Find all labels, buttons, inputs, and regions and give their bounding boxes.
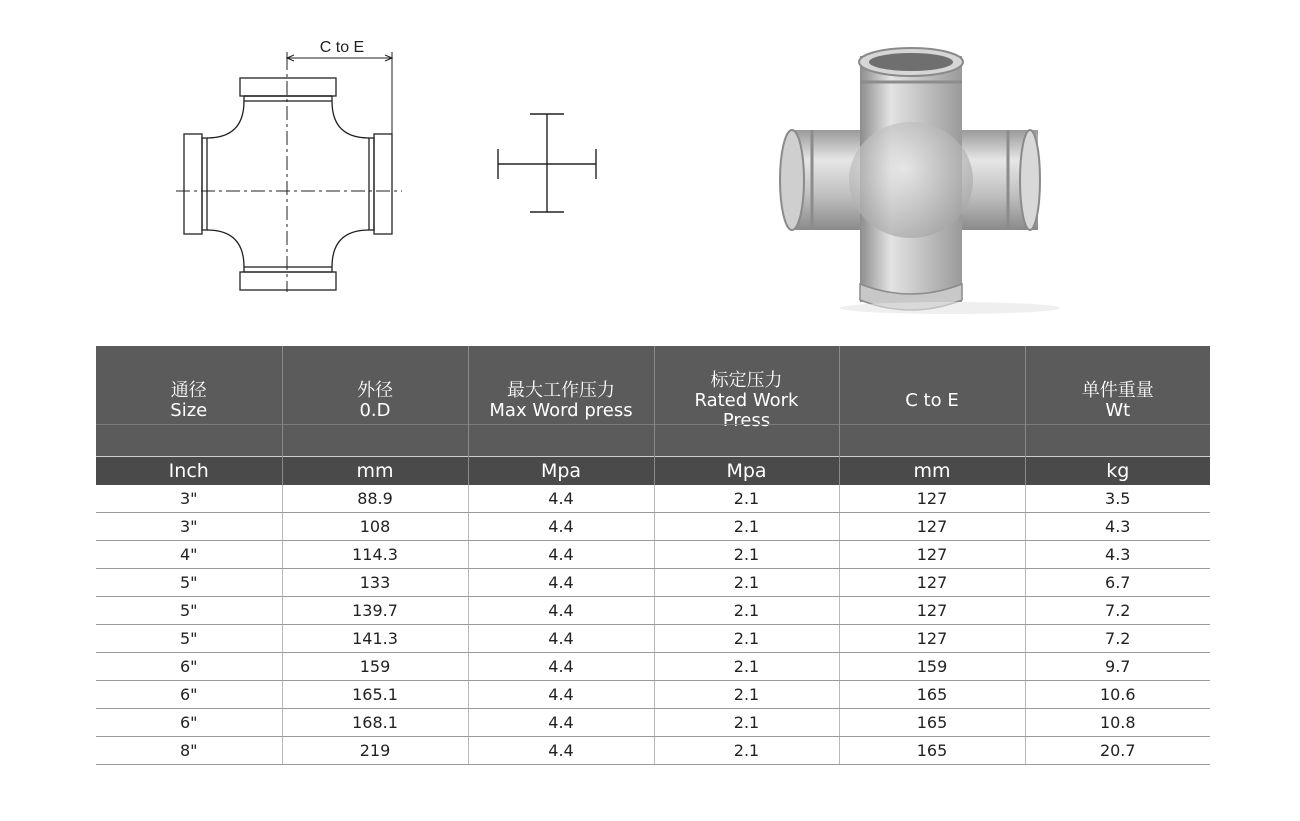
top-end-flange	[240, 78, 336, 96]
unit-cell: Mpa	[468, 457, 654, 486]
cell-od: 219	[282, 737, 468, 765]
cell-size: 4"	[96, 541, 282, 569]
table-row	[96, 709, 1210, 737]
figure-area	[0, 0, 1300, 340]
cell-weight: 3.5	[1025, 485, 1210, 513]
table-row	[96, 597, 1210, 625]
cell-c-to-e: 127	[839, 569, 1025, 597]
header-c-to-e: C to E	[839, 346, 1025, 457]
cell-c-to-e: 127	[839, 513, 1025, 541]
table-row	[96, 681, 1210, 709]
cell-weight: 7.2	[1025, 625, 1210, 653]
table-row	[96, 625, 1210, 653]
cell-size: 6"	[96, 653, 282, 681]
unit-cell: mm	[839, 457, 1025, 486]
cell-c-to-e: 127	[839, 625, 1025, 653]
header-rated-pressure: 标定压力 Rated Work Press	[654, 346, 839, 457]
cell-weight: 4.3	[1025, 541, 1210, 569]
cell-c-to-e: 159	[839, 653, 1025, 681]
cross-fitting-photo	[770, 38, 1070, 318]
header-od: 外径 0.D	[282, 346, 468, 457]
cell-c-to-e: 127	[839, 485, 1025, 513]
cell-rated-pressure: 2.1	[654, 709, 839, 737]
cell-max-pressure: 4.4	[468, 653, 654, 681]
body-curve-bottom-right	[332, 230, 369, 267]
cell-max-pressure: 4.4	[468, 737, 654, 765]
cell-c-to-e: 127	[839, 541, 1025, 569]
cell-size: 3"	[96, 513, 282, 541]
cell-rated-pressure: 2.1	[654, 653, 839, 681]
cell-c-to-e: 165	[839, 737, 1025, 765]
cell-max-pressure: 4.4	[468, 541, 654, 569]
unit-cell: mm	[282, 457, 468, 486]
unit-row	[96, 457, 1210, 486]
body-curve-top-left	[207, 101, 244, 138]
header-size: 通径 Size	[96, 346, 282, 457]
spec-table	[96, 346, 1210, 765]
cell-size: 8"	[96, 737, 282, 765]
table-row	[96, 485, 1210, 513]
cell-od: 88.9	[282, 485, 468, 513]
cell-c-to-e: 127	[839, 597, 1025, 625]
cell-size: 3"	[96, 485, 282, 513]
cell-max-pressure: 4.4	[468, 681, 654, 709]
cell-size: 6"	[96, 681, 282, 709]
cell-od: 114.3	[282, 541, 468, 569]
cell-rated-pressure: 2.1	[654, 597, 839, 625]
header-max-working-pressure: 最大工作压力 Max Word press	[468, 346, 654, 457]
cell-rated-pressure: 2.1	[654, 681, 839, 709]
cell-max-pressure: 4.4	[468, 709, 654, 737]
cell-od: 159	[282, 653, 468, 681]
table-row	[96, 541, 1210, 569]
cell-weight: 9.7	[1025, 653, 1210, 681]
cell-size: 6"	[96, 709, 282, 737]
cell-od: 108	[282, 513, 468, 541]
cell-size: 5"	[96, 625, 282, 653]
left-end-flange	[184, 134, 202, 234]
cell-od: 141.3	[282, 625, 468, 653]
table-row	[96, 513, 1210, 541]
cell-size: 5"	[96, 597, 282, 625]
cell-od: 168.1	[282, 709, 468, 737]
left-opening	[780, 130, 804, 230]
cell-weight: 10.8	[1025, 709, 1210, 737]
cell-weight: 4.3	[1025, 513, 1210, 541]
cell-weight: 6.7	[1025, 569, 1210, 597]
cell-rated-pressure: 2.1	[654, 541, 839, 569]
cell-od: 139.7	[282, 597, 468, 625]
cell-rated-pressure: 2.1	[654, 737, 839, 765]
cell-rated-pressure: 2.1	[654, 625, 839, 653]
cell-max-pressure: 4.4	[468, 625, 654, 653]
cell-weight: 7.2	[1025, 597, 1210, 625]
unit-cell: kg	[1025, 457, 1210, 486]
dimension-label: C to E	[319, 39, 365, 56]
cross-technical-drawing	[170, 36, 410, 296]
header-weight: 单件重量 Wt	[1025, 346, 1210, 457]
table-row	[96, 737, 1210, 765]
cell-max-pressure: 4.4	[468, 513, 654, 541]
unit-cell: Inch	[96, 457, 282, 486]
cross-symbol	[490, 108, 606, 218]
header-row	[96, 346, 1210, 457]
cell-rated-pressure: 2.1	[654, 485, 839, 513]
bottom-end-flange	[240, 272, 336, 290]
unit-cell: Mpa	[654, 457, 839, 486]
cell-rated-pressure: 2.1	[654, 569, 839, 597]
cell-weight: 10.6	[1025, 681, 1210, 709]
cell-c-to-e: 165	[839, 709, 1025, 737]
spec-table-body	[96, 485, 1210, 765]
right-end-flange	[374, 134, 392, 234]
table-row	[96, 569, 1210, 597]
cell-od: 165.1	[282, 681, 468, 709]
table-row	[96, 653, 1210, 681]
cell-weight: 20.7	[1025, 737, 1210, 765]
cell-max-pressure: 4.4	[468, 569, 654, 597]
cell-max-pressure: 4.4	[468, 485, 654, 513]
body-curve-bottom-left	[207, 230, 244, 267]
cell-size: 5"	[96, 569, 282, 597]
body-curve-top-right	[332, 101, 369, 138]
cell-od: 133	[282, 569, 468, 597]
cell-c-to-e: 165	[839, 681, 1025, 709]
right-opening	[1020, 130, 1040, 230]
cell-rated-pressure: 2.1	[654, 513, 839, 541]
cell-max-pressure: 4.4	[468, 597, 654, 625]
